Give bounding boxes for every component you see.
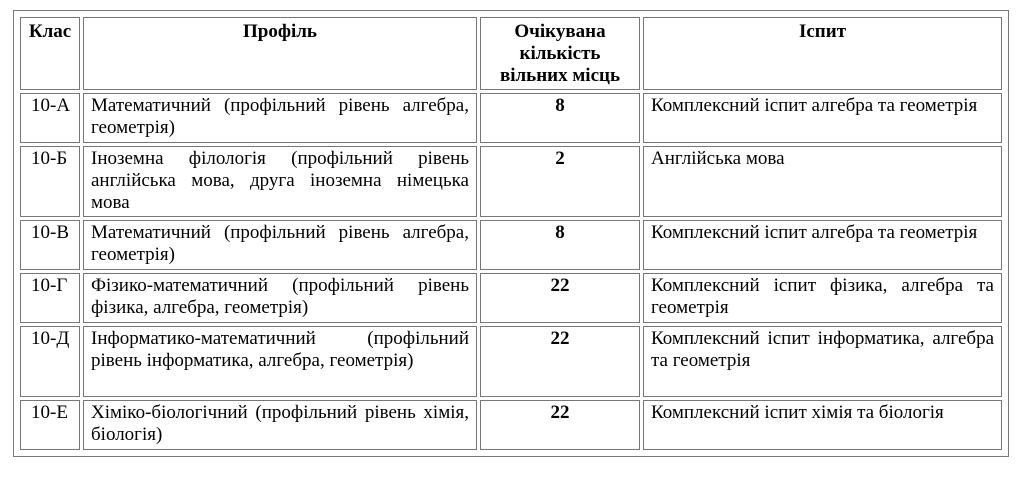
table-header-row <box>20 17 1002 90</box>
cell-profil: Іноземна філологія (профільний рівень англійська мова, друга іноземна німецька мова <box>83 146 477 217</box>
cell-places: 22 <box>480 400 640 450</box>
cell-places: 8 <box>480 220 640 270</box>
cell-klas: 10-Б <box>20 146 80 217</box>
cell-places: 22 <box>480 326 640 397</box>
cell-klas: 10-В <box>20 220 80 270</box>
cell-places: 22 <box>480 273 640 323</box>
cell-klas: 10-Д <box>20 326 80 397</box>
header-ispyt: Іспит <box>643 17 1002 90</box>
cell-places: 2 <box>480 146 640 217</box>
cell-places: 8 <box>480 93 640 143</box>
table-row <box>20 326 1002 397</box>
cell-profil: Математичний (профільний рівень алгебра, геометрія) <box>83 93 477 143</box>
table-row <box>20 400 1002 450</box>
cell-profil: Хіміко-біологічний (профільний рівень хімія, біологія) <box>83 400 477 450</box>
cell-ispyt: Комплексний іспит алгебра та геометрія <box>643 93 1002 143</box>
cell-profil: Фізико-математичний (профільний рівень фізика, алгебра, геометрія) <box>83 273 477 323</box>
cell-klas: 10-Г <box>20 273 80 323</box>
cell-ispyt: Комплексний іспит інформатика, алгебра та геометрія <box>643 326 1002 397</box>
header-klas: Клас <box>20 17 80 90</box>
cell-ispyt: Комплексний іспит фізика, алгебра та геометрія <box>643 273 1002 323</box>
cell-profil: Інформатико-математичний (профільний рівень інформатика, алгебра, геометрія) <box>83 326 477 397</box>
admissions-table <box>17 14 1005 453</box>
table-row <box>20 220 1002 270</box>
cell-ispyt: Англійська мова <box>643 146 1002 217</box>
header-places: Очікувана кількість вільних місць <box>480 17 640 90</box>
header-profil: Профіль <box>83 17 477 90</box>
cell-ispyt: Комплексний іспит алгебра та геометрія <box>643 220 1002 270</box>
table-row <box>20 93 1002 143</box>
admissions-table-frame <box>13 10 1009 457</box>
cell-profil: Математичний (профільний рівень алгебра, геометрія) <box>83 220 477 270</box>
cell-klas: 10-А <box>20 93 80 143</box>
table-row <box>20 146 1002 217</box>
table-row <box>20 273 1002 323</box>
cell-ispyt: Комплексний іспит хімія та біологія <box>643 400 1002 450</box>
cell-klas: 10-Е <box>20 400 80 450</box>
